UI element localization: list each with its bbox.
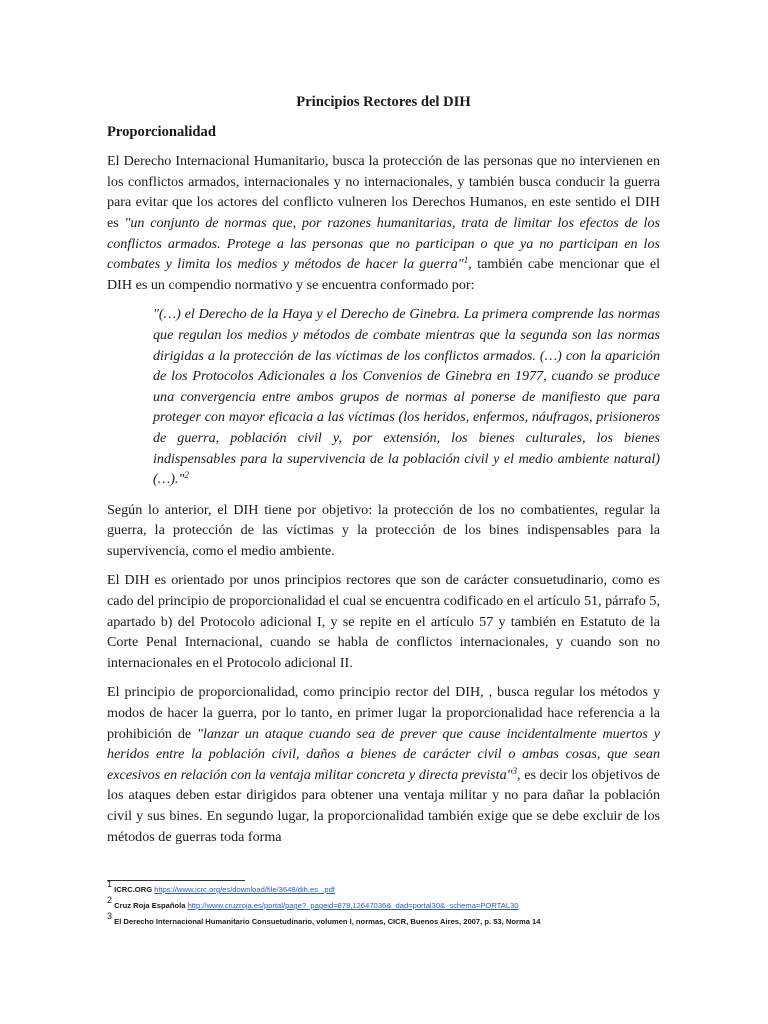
footnote-ref-1[interactable]: 1 <box>463 255 469 266</box>
footnote-label: ICRC.ORG <box>114 885 153 894</box>
footnote-ref-2[interactable]: 2 <box>184 470 189 481</box>
footnote-label: Cruz Roja Española <box>114 901 186 910</box>
footnote-number: 1 <box>107 879 113 889</box>
footnote-link[interactable]: https://www.icrc.org/es/download/file/3648/dih.es_.pdf <box>154 885 335 894</box>
paragraph-3: El DIH es orientado por unos principios rectores que son de carácter consuetudinario, como es cado del principio de proporcionalidad el cual se encuentra codificado en el artículo 51, párrafo 5, apartado b) del Protocolo adicional I, y se repite en el artículo 57 y también en Estatuto de la Corte Penal Internacional, cuando se habla de conflictos internacionales, y cuando son no internacionales en el Protocolo adicional II. <box>107 572 660 671</box>
paragraph-4 <box>107 682 660 847</box>
document-body <box>107 92 660 856</box>
footnote-label: El Derecho Internacional Humanitario Consuetudinario, volumen I, normas, CICR, Buenos Aires, 2007, p. 53, Norma 14 <box>114 917 541 926</box>
footnote-number: 3 <box>107 911 113 921</box>
footnote-1 <box>107 879 667 898</box>
paragraph-1 <box>107 151 660 295</box>
paragraph-4-quote: "lanzar un ataque cuando sea de prever que cause incidentalmente muertos y heridos entre la población civil, daños a bienes de carácter civil o ambas cosas, que sean excesivos en relación con la ventaja militar concreta y directa prevista" <box>107 725 660 783</box>
footnote-ref-3[interactable]: 3 <box>512 765 518 776</box>
footnote-2 <box>107 895 667 914</box>
paragraph-2: Según lo anterior, el DIH tiene por objetivo: la protección de los no combatientes, regular la guerra, la protección de las víctimas y la protección de los bines indispensables para la supervivencia, como el medio ambiente. <box>107 501 660 559</box>
footnote-3 <box>107 911 667 930</box>
paragraph-1-quote: "un conjunto de normas que, por razones humanitarias, trata de limitar los efectos de los conflictos armados. Protege a las personas que no participan o que ya no participan en los combates y limita los medios y métodos de hacer la guerra" <box>107 214 660 273</box>
block-quote-text: "(…) el Derecho de la Haya y el Derecho de Ginebra. La primera comprende las normas que regulan los medios y métodos de combate mientras que la segunda son las normas dirigidas a la protección de las víctimas de los conflictos armados. (…) con la aparición de los Protocolos Adicionales a los Convenios de Ginebra en 1977, cuando se produce una convergencia entre ambos grupos de normas al ponerse de manifiesto que para proteger con mayor eficacia a las víctimas (los heridos, enfermos, náufragos, prisioneros de guerra, población civil y, por extensión, los bienes culturales, los bienes indispensables para la supervivencia de la población civil y el medio ambiente natural) (…)." <box>153 306 660 488</box>
block-quote <box>153 304 660 489</box>
paragraph-4-text: El principio de proporcionalidad, como principio rector del DIH, , busca regular los métodos y modos de hacer la guerra, por lo tanto, en primer lugar la proporcionalidad hace referencia a la prohibición de <box>107 684 660 742</box>
footnote-link[interactable]: http://www.cruzroja.es/portal/page?_pageid=878,12647036&_dad=portal30&_schema=PORTAL30 <box>187 901 519 910</box>
paragraph-1-after: , también cabe mencionar que el DIH es un compendio normativo y se encuentra conformado por: <box>107 256 660 293</box>
section-heading: Proporcionalidad <box>107 123 216 140</box>
footnote-number: 2 <box>107 895 113 905</box>
paragraph-4-after: , es decir los objetivos de los ataques deben estar dirigidos para obtener una ventaja militar y no para dañar la población civil y sus bines. En segundo lugar, la proporcionalidad también exige que se debe excluir de los métodos de guerras toda forma <box>107 766 660 845</box>
footnotes <box>107 879 667 930</box>
footnote-divider <box>107 880 245 881</box>
page-title: Principios Rectores del DIH <box>296 94 471 110</box>
paragraph-1-text: El Derecho Internacional Humanitario, busca la protección de las personas que no intervienen en los conflictos armados, internacionales y no internacionales, y también busca conducir la guerra para evitar que los actores del conflicto vulneren los Derechos Humanos, en este sentido el DIH es <box>107 153 660 231</box>
